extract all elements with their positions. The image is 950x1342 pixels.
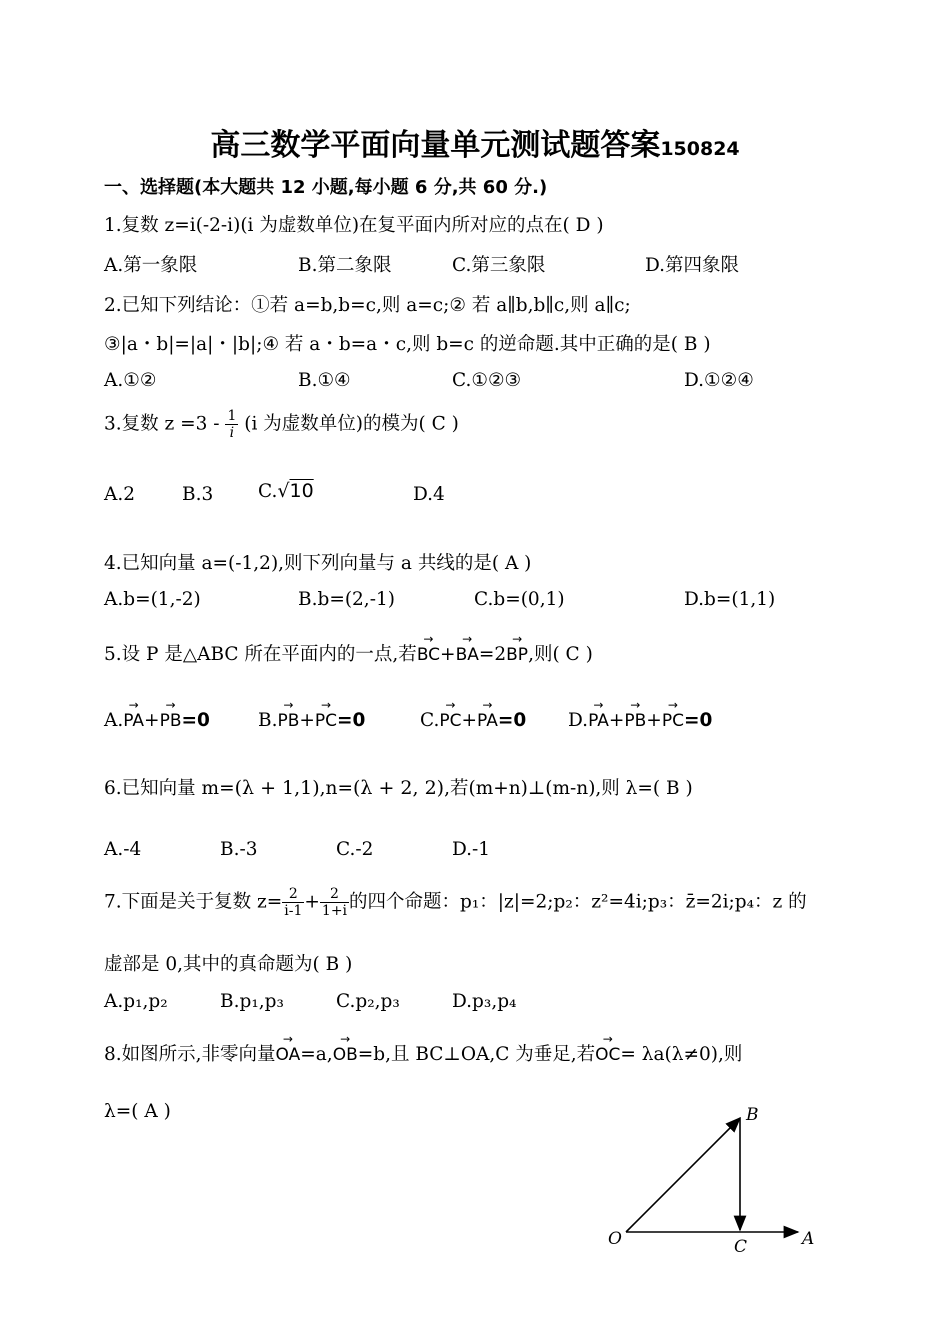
q4-option-c: C.b=(0,1) — [474, 589, 565, 610]
q6-stem: 6.已知向量 m=(λ + 1,1),n=(λ + 2, 2),若(m+n)⊥(m-n),则 λ=( B ) — [104, 777, 693, 799]
q6-option-b: B.-3 — [220, 839, 258, 860]
q3-stem-post: (i 为虚数单位)的模为( C ) — [244, 413, 459, 435]
sqrt-symbol: √10 — [277, 480, 314, 502]
vector-bp: → BP — [506, 645, 528, 665]
q2-option-c: C.①②③ — [452, 370, 522, 391]
q3-stem — [104, 408, 459, 441]
q8-stem-line2: λ=( A ) — [104, 1101, 171, 1122]
q2-option-d: D.①②④ — [684, 370, 754, 391]
vector-ob-line — [626, 1118, 740, 1232]
q4-option-a: A.b=(1,-2) — [104, 589, 201, 610]
q2-stem-mid: a=b,b=c,则 a=c;② 若 a∥b,b∥c,则 a∥c; — [294, 295, 631, 316]
q2-stem-line2: ③|a・b|=|a|・|b|;④ 若 a・b=a・c,则 b=c 的逆命题.其中正确的是( B ) — [104, 334, 711, 355]
q3-stem-pre: 3.复数 z =3 - — [104, 413, 220, 435]
q8-stem: 8.如图所示,非零向量→ OA=a,→ OB=b,且 BC⊥OA,C 为垂足,若→ OC= λa(λ≠0),则 — [104, 1040, 742, 1066]
q3-option-d: D.4 — [413, 484, 445, 505]
q8-vector-figure — [600, 1098, 830, 1258]
q5-option-c: C.→ PC+→ PA=0 — [420, 710, 526, 731]
label-c: C — [734, 1237, 748, 1257]
q5-stem: 5.设 P 是△ABC 所在平面内的一点,若→ BC+→ BA=2→ BP,则( C ) — [104, 640, 593, 666]
q3-option-a: A.2 — [104, 484, 136, 505]
q7-option-d: D.p₃,p₄ — [452, 991, 517, 1012]
vector-ba: → BA — [456, 645, 479, 665]
q6-option-c: C.-2 — [336, 839, 374, 860]
q3-option-c: C.√10 — [258, 480, 314, 502]
q7-stem-line2: 虚部是 0,其中的真命题为( B ) — [104, 954, 353, 975]
q2-stem-pre: 2.已知下列结论：①若 — [104, 295, 295, 316]
q7-option-a: A.p₁,p₂ — [104, 991, 168, 1012]
q5-option-a: A.→ PA+→ PB=0 — [104, 710, 210, 731]
q3-fraction: $\frac{1}{i}$ — [227, 408, 237, 441]
q7-option-b: B.p₁,p₃ — [220, 991, 284, 1012]
q5-option-b: B.→ PB+→ PC=0 — [258, 710, 365, 731]
page-title — [0, 120, 950, 164]
section-heading: 一、选择题(本大题共 12 小题,每小题 6 分,共 60 分.) — [104, 177, 548, 198]
q6-m-value: (λ + 1,1) — [234, 777, 320, 799]
q2-option-a: A.①② — [104, 370, 157, 391]
q4-stem: 4.已知向量 a=(-1,2),则下列向量与 a 共线的是( A ) — [104, 553, 532, 574]
q4-option-b: B.b=(2,-1) — [298, 589, 395, 610]
label-a: A — [802, 1229, 815, 1249]
q1-option-a: A.第一象限 — [104, 255, 198, 276]
label-o: O — [608, 1229, 622, 1249]
vector-oc: → OC — [595, 1045, 620, 1065]
q6-option-d: D.-1 — [452, 839, 491, 860]
q7-fraction-1: $\frac{2}{i-1}$ — [284, 886, 303, 919]
q2-option-b: B.①④ — [298, 370, 351, 391]
q1-option-c: C.第三象限 — [452, 255, 546, 276]
vector-bc: → BC — [417, 645, 440, 665]
q3-option-b: B.3 — [182, 484, 214, 505]
q2-stem-line1 — [104, 291, 631, 317]
q1-stem: 1.复数 z=i(-2-i)(i 为虚数单位)在复平面内所对应的点在( D ) — [104, 215, 604, 236]
vector-oa: → OA — [276, 1045, 301, 1065]
q1-option-d: D.第四象限 — [645, 255, 740, 276]
title-text: 高三数学平面向量单元测试题答案 — [210, 128, 661, 163]
title-code: 150824 — [660, 138, 740, 160]
q6-n-value: (λ + 2, 2) — [352, 777, 445, 799]
q4-option-d: D.b=(1,1) — [684, 589, 776, 610]
q7-stem: 7.下面是关于复数 z= $\frac{2}{i-1}$ + $\frac{2}{1+i}$ 的四个命题：p₁：|z|=2;p₂：z²=4i;p₃：z̄=2i;p₄：z 的 — [104, 886, 807, 919]
q5-option-d: D.→ PA+→ PB+→ PC=0 — [568, 710, 712, 731]
q1-option-b: B.第二象限 — [298, 255, 392, 276]
q7-fraction-2: $\frac{2}{1+i}$ — [321, 886, 348, 919]
label-b: B — [746, 1105, 759, 1125]
q7-option-c: C.p₂,p₃ — [336, 991, 400, 1012]
q6-option-a: A.-4 — [104, 839, 142, 860]
vector-ob: → OB — [333, 1045, 358, 1065]
